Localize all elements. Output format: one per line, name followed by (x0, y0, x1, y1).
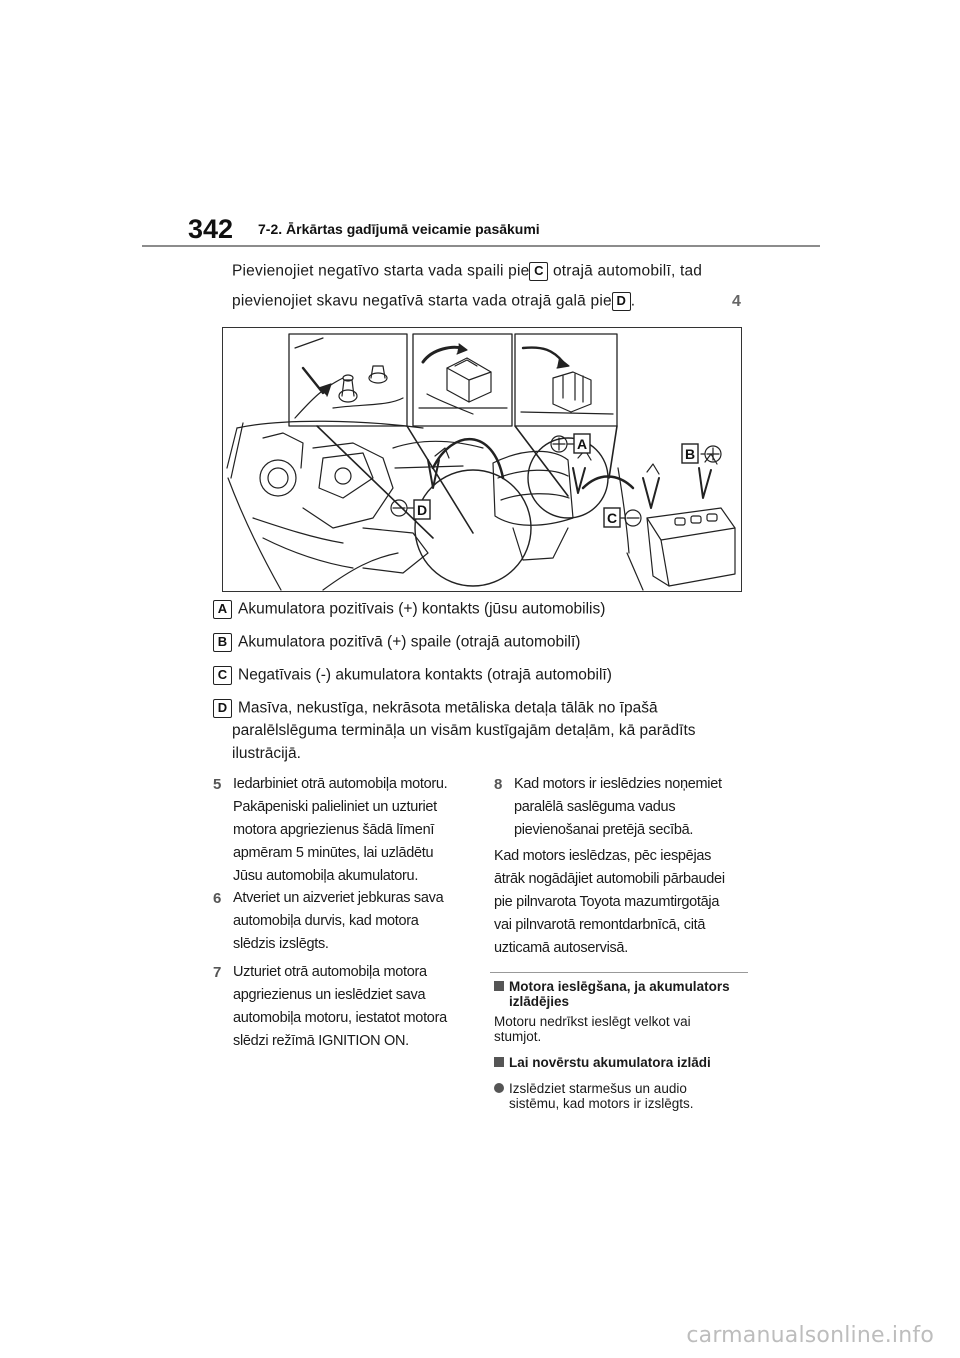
note-heading-prevent-discharge: Lai novērstu akumulatora izlādi (494, 1055, 711, 1070)
lead-text: otrajā automobilī, tad (552, 262, 703, 280)
step-6 (213, 887, 473, 956)
note-text: Motoru nedrīkst ieslēgt velkot vai (494, 1014, 691, 1029)
bullet-item: Izslēdziet starmešus un audio (494, 1081, 687, 1096)
callout-a: A (576, 436, 588, 452)
lead-text: Pievienojiet negatīvo starta vada spaili pie (232, 262, 530, 280)
paragraph-line: Kad motors ieslēdzas, pēc iespējas (494, 848, 712, 864)
step-7 (213, 961, 473, 1053)
step-text: automobiļa motoru, iestatot motora (233, 1010, 447, 1026)
lead-line-1 (232, 262, 702, 281)
step-text: Iedarbiniet otrā automobiļa motoru. (233, 776, 448, 792)
callout-b: B (684, 446, 696, 462)
legend-text: Akumulatora pozitīvais (+) kontakts (jūsu automobilis) (238, 600, 606, 618)
circle-bullet-icon (494, 1083, 504, 1093)
label-tag-d: D (213, 699, 232, 718)
legend-item-d (213, 699, 658, 718)
step-number: 7 (213, 964, 222, 981)
step-text: slēdzi režīmā IGNITION ON. (233, 1033, 409, 1049)
legend-text: Masīva, nekustīga, nekrāsota metāliska detaļa tālāk no īpašā (238, 699, 658, 717)
step-8 (494, 773, 754, 842)
lead-text: pievienojiet skavu negatīvā starta vada otrajā galā pie (232, 292, 612, 310)
step-text: Pakāpeniski palieliniet un uzturiet (233, 799, 437, 815)
label-tag-d: D (612, 292, 631, 311)
legend-item-a (213, 600, 605, 619)
paragraph-line: ātrāk nogādājiet automobili pārbaudei (494, 871, 725, 887)
paragraph-line: vai pilnvarotā remontdarbnīcā, citā (494, 917, 706, 933)
step-text: Kad motors ir ieslēdzies noņemiet (514, 776, 722, 792)
paragraph-line: uzticamā autoservisā. (494, 940, 628, 956)
note-text: stumjot. (494, 1029, 542, 1044)
label-tag-a: A (213, 600, 232, 619)
callout-c: C (606, 510, 618, 526)
note-heading-dead-battery: Motora ieslēgšana, ja akumulators (494, 979, 730, 994)
step-text: apmēram 5 minūtes, lai uzlādētu (233, 845, 434, 861)
step-number: 6 (213, 890, 222, 907)
step-number: 5 (213, 776, 222, 793)
step-text: apgriezienus un ieslēdziet sava (233, 987, 426, 1003)
step-number: 8 (494, 776, 503, 793)
step-text: slēdzis izslēgts. (233, 936, 329, 952)
legend-text: Akumulatora pozitīvā (+) spaile (otrajā automobilī) (238, 633, 581, 651)
watermark: carmanualsonline.info (686, 1323, 934, 1348)
paragraph-line: pie pilnvarota Toyota mazumtirgotāja (494, 894, 720, 910)
bullet-item-continued: sistēmu, kad motors ir izslēgts. (509, 1096, 694, 1111)
lead-text: . (630, 292, 636, 310)
legend-text-continued: ilustrācijā. (232, 745, 301, 762)
label-tag-c: C (213, 666, 232, 685)
step-text: paralēlā saslēguma vadus (514, 799, 676, 815)
header-divider (142, 245, 820, 247)
step-5 (213, 773, 473, 888)
square-bullet-icon (494, 981, 504, 991)
note-heading-continued: izlādējies (509, 994, 570, 1009)
step-text: pievienošanai pretējā secībā. (514, 822, 694, 838)
notes-divider (490, 972, 748, 973)
after-start-paragraph (494, 845, 754, 960)
lead-line-2 (232, 292, 635, 311)
step-text: Jūsu automobiļa akumulatoru. (233, 868, 419, 884)
legend-item-c (213, 666, 612, 685)
side-step-number: 4 (732, 293, 741, 310)
label-tag-c: C (529, 262, 548, 281)
step-text: Uzturiet otrā automobiļa motora (233, 964, 427, 980)
callout-d: D (416, 502, 428, 518)
step-text: automobiļa durvis, kad motora (233, 913, 419, 929)
step-text: Atveriet un aizveriet jebkuras sava (233, 890, 444, 906)
jump-start-illustration (222, 327, 742, 592)
legend-text: Negatīvais (-) akumulatora kontakts (otrajā automobilī) (238, 666, 612, 684)
section-title: 7-2. Ārkārtas gadījumā veicamie pasākumi (258, 221, 540, 237)
engine-bay-drawing (223, 328, 741, 591)
page-number: 342 (188, 214, 234, 244)
square-bullet-icon (494, 1057, 504, 1067)
legend-item-b (213, 633, 580, 652)
legend-text-continued: paralēlslēguma termināļa un visām kustīgajām detaļām, kā parādīts (232, 722, 696, 739)
label-tag-b: B (213, 633, 232, 652)
step-text: motora apgriezienus šādā līmenī (233, 822, 435, 838)
